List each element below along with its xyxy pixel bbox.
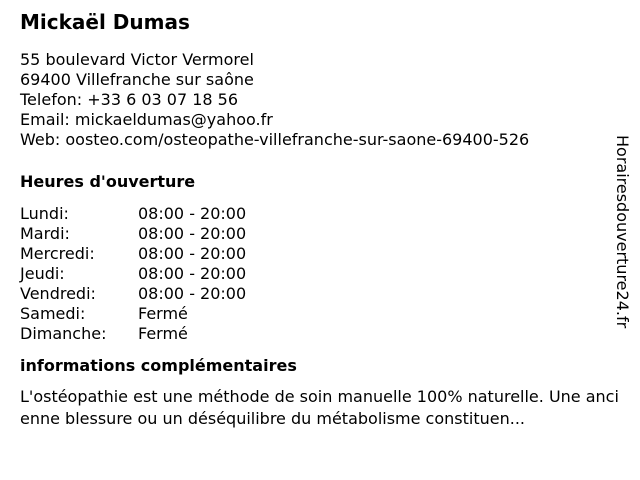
phone-line: Telefon: +33 6 03 07 18 56 xyxy=(20,90,239,109)
hours-day: Samedi: xyxy=(20,304,86,323)
hours-time: Fermé xyxy=(138,304,188,323)
hours-row xyxy=(20,284,610,304)
hours-title: Heures d'ouverture xyxy=(20,172,196,191)
hours-time: 08:00 - 20:00 xyxy=(138,244,247,263)
hours-day: Mercredi: xyxy=(20,244,95,263)
hours-row xyxy=(20,324,610,344)
hours-time: 08:00 - 20:00 xyxy=(138,204,247,223)
hours-day: Jeudi: xyxy=(20,264,65,283)
hours-row xyxy=(20,264,610,284)
address-city: 69400 Villefranche sur saône xyxy=(20,70,254,89)
hours-row xyxy=(20,204,610,224)
hours-time: 08:00 - 20:00 xyxy=(138,284,247,303)
email-line: Email: mickaeldumas@yahoo.fr xyxy=(20,110,273,129)
hours-day: Mardi: xyxy=(20,224,70,243)
hours-time: 08:00 - 20:00 xyxy=(138,224,247,243)
hours-day: Vendredi: xyxy=(20,284,96,303)
hours-time: 08:00 - 20:00 xyxy=(138,264,247,283)
hours-row xyxy=(20,304,610,324)
address-street: 55 boulevard Victor Vermorel xyxy=(20,50,254,69)
hours-row xyxy=(20,244,610,264)
hours-table xyxy=(20,204,610,344)
info-text: L'ostéopathie est une méthode de soin manuelle 100% naturelle. Une ancienne blessure ou un déséquilibre du métabolisme constituen... xyxy=(20,387,619,428)
hours-time: Fermé xyxy=(138,324,188,343)
hours-day: Dimanche: xyxy=(20,324,107,343)
info-title: informations complémentaires xyxy=(20,356,297,375)
business-card xyxy=(20,8,619,430)
hours-row xyxy=(20,224,610,244)
business-name: Mickaël Dumas xyxy=(20,10,190,34)
web-line: Web: oosteo.com/osteopathe-villefranche-sur-saone-69400-526 xyxy=(20,130,530,149)
site-watermark: Horairesdouverture24.fr xyxy=(613,135,632,329)
hours-day: Lundi: xyxy=(20,204,69,223)
